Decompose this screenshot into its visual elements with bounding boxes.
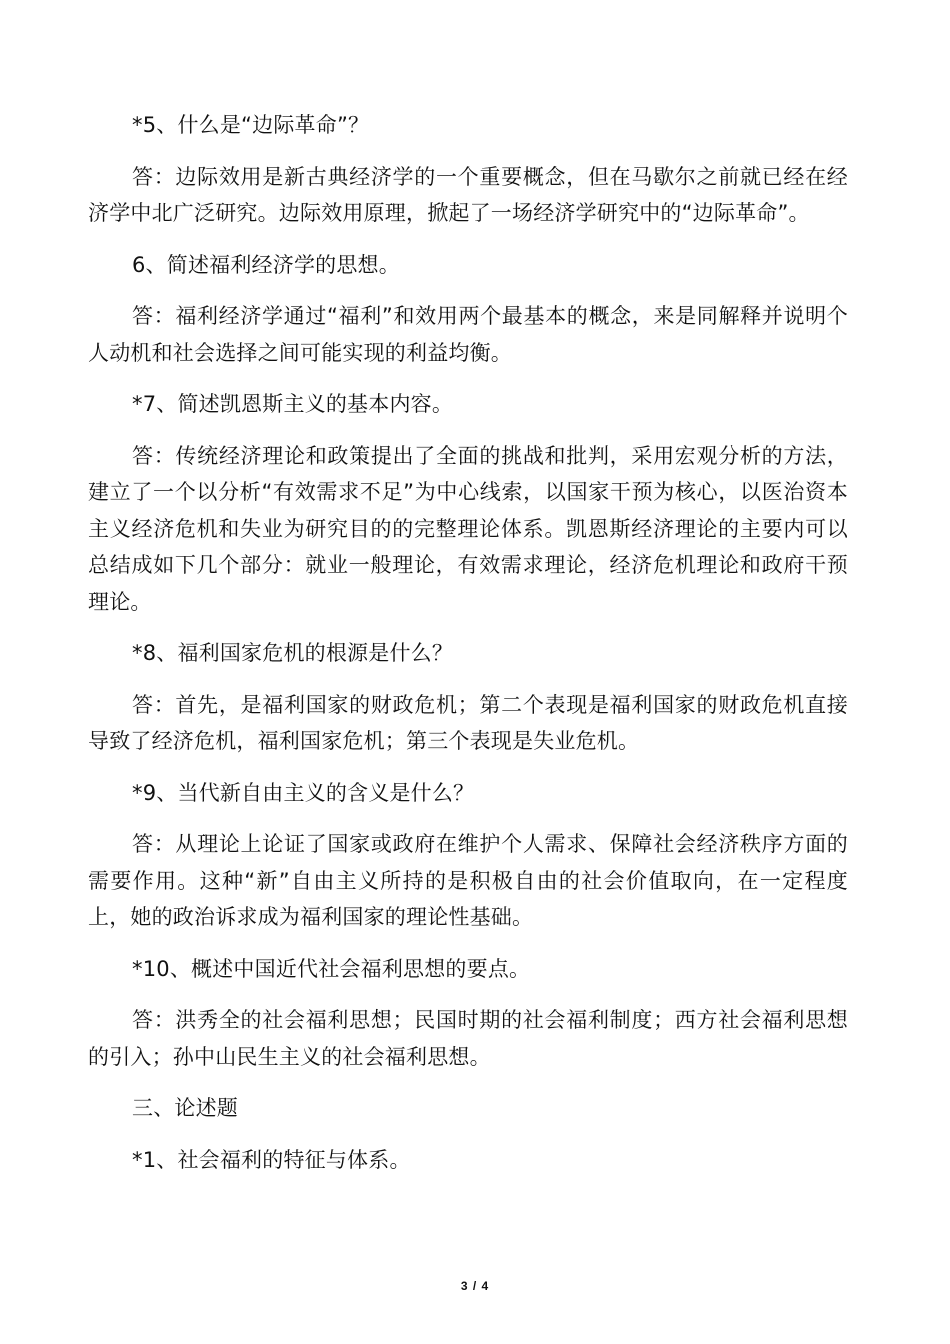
answer-5: 答：边际效用是新古典经济学的一个重要概念，但在马歇尔之前就已经在经济学中北广泛研究。边际效用原理，掀起了一场经济学研究中的“边际革命”。 [88,164,848,225]
question-6: 6、简述福利经济学的思想。 [132,252,400,277]
essay-question-1: *1、社会福利的特征与体系。 [132,1147,411,1172]
answer-6: 答：福利经济学通过“福利”和效用两个最基本的概念，来是同解释并说明个人动机和社会选择之间可能实现的利益均衡。 [88,304,848,365]
question-10: *10、概述中国近代社会福利思想的要点。 [132,956,531,981]
question-9: *9、当代新自由主义的含义是什么？ [132,780,475,805]
question-8: *8、福利国家危机的根源是什么？ [132,641,454,665]
question-7: *7、简述凯恩斯主义的基本内容。 [132,392,454,416]
page-number: 3 / 4 [460,1279,490,1293]
document-body [88,107,848,1193]
answer-7: 答：传统经济理论和政策提出了全面的挑战和批判，采用宏观分析的方法，建立了一个以分析“有效需求不足”为中心线索，以国家干预为核心，以医治资本主义经济危机和失业为研究目的的完整理论体系。凯恩斯经济理论的主要内可以总结成如下几个部分：就业一般理论，有效需求理论，经济危机理论和政府干预理论。 [88,443,848,614]
answer-9: 答：从理论上论证了国家或政府在维护个人需求、保障社会经济秩序方面的需要作用。这种“新”自由主义所持的是积极自由的社会价值取向，在一定程度上，她的政治诉求成为福利国家的理论性基础。 [88,832,848,929]
question-5: *5、什么是“边际革命”？ [132,113,370,137]
answer-8: 答：首先，是福利国家的财政危机；第二个表现是福利国家的财政危机直接导致了经济危机，福利国家危机；第三个表现是失业危机。 [88,692,848,753]
answer-10: 答：洪秀全的社会福利思想；民国时期的社会福利制度；西方社会福利思想的引入；孙中山民生主义的社会福利思想。 [88,1008,848,1069]
section-heading-essay: 三、论述题 [132,1096,238,1120]
